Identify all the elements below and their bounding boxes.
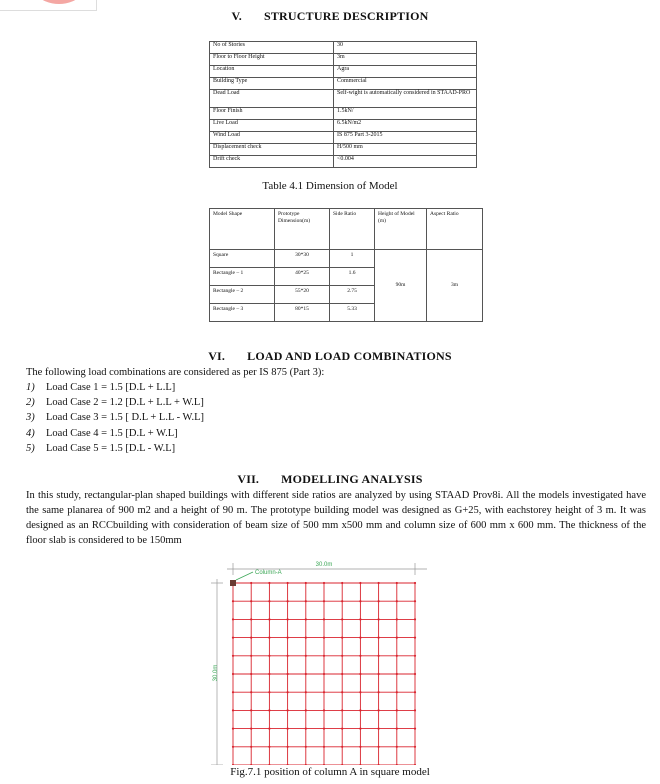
grid-node <box>414 618 416 620</box>
table-cell: 40*25 <box>275 268 330 286</box>
grid-node <box>341 637 343 639</box>
table-row <box>210 132 477 144</box>
grid-node <box>232 691 234 693</box>
table-cell: Location <box>210 66 334 78</box>
grid-node <box>305 637 307 639</box>
structure-table <box>209 41 477 168</box>
grid-node <box>250 618 252 620</box>
grid-node <box>287 673 289 675</box>
grid-node <box>232 673 234 675</box>
table-cell: 1 <box>330 250 375 268</box>
grid-node <box>250 691 252 693</box>
grid-node <box>414 746 416 748</box>
grid-node <box>268 673 270 675</box>
header-cell: Aspect Ratio <box>427 209 483 250</box>
grid-node <box>323 618 325 620</box>
table-cell: 80*15 <box>275 304 330 322</box>
header-cell: Height of Model (m) <box>375 209 427 250</box>
section-title: MODELLING ANALYSIS <box>281 472 423 486</box>
grid-node <box>378 709 380 711</box>
grid-node <box>268 764 270 765</box>
grid-node <box>414 582 416 584</box>
section-heading-vi <box>0 349 660 364</box>
grid-node <box>378 764 380 765</box>
load-intro: The following load combinations are considered as per IS 875 (Part 3): <box>26 367 325 378</box>
grid-node <box>305 746 307 748</box>
grid-node <box>287 746 289 748</box>
table-cell: Displacement check <box>210 144 334 156</box>
grid-node <box>268 655 270 657</box>
grid-node <box>378 618 380 620</box>
table-cell: Commercial <box>334 78 477 90</box>
grid-node <box>232 709 234 711</box>
grid-node <box>341 582 343 584</box>
grid-node <box>378 691 380 693</box>
table-cell: IS 875 Part 3-2015 <box>334 132 477 144</box>
modelling-paragraph: In this study, rectangular-plan shaped buildings with different side ratios are analyzed by using STAAD Prov8i. All the models investigated have the same planarea of 900 m2 and a height of 90 m. The prototype building model was designed as G+25, with eachstorey height of 3 m. It was designed as an RCCbuilding with consideration of beam size of 500 mm x500 mm and column size of 600 mm x 600 mm. The thickness of the floor slab is considered to be 150mm <box>26 490 646 546</box>
section-number: V. <box>231 9 242 23</box>
grid-node <box>305 673 307 675</box>
table-cell: H/500 mm <box>334 144 477 156</box>
grid-node <box>323 655 325 657</box>
grid-node <box>396 637 398 639</box>
table1-caption: Table 4.1 Dimension of Model <box>262 180 398 192</box>
table-cell: Live Load <box>210 120 334 132</box>
table-cell: Agra <box>334 66 477 78</box>
column-a-marker <box>230 580 236 586</box>
grid-node <box>378 637 380 639</box>
list-item: 4) Load Case 4 = 1.5 [D.L + W.L] <box>26 427 178 439</box>
table-row <box>210 78 477 90</box>
grid-node <box>287 600 289 602</box>
grid-node <box>250 655 252 657</box>
grid-node <box>287 691 289 693</box>
list-item: 1) Load Case 1 = 1.5 [D.L + L.L] <box>26 382 176 393</box>
grid-node <box>323 764 325 765</box>
grid-plan-svg <box>205 555 435 765</box>
grid-node <box>396 691 398 693</box>
section-number: VI. <box>208 349 226 363</box>
grid-node <box>359 691 361 693</box>
grid-node <box>287 728 289 730</box>
grid-node <box>250 637 252 639</box>
grid-node <box>396 709 398 711</box>
grid-node <box>250 746 252 748</box>
grid-node <box>341 673 343 675</box>
model-dimension-table <box>209 208 483 322</box>
grid-node <box>341 728 343 730</box>
grid-node <box>232 764 234 765</box>
table-cell: 3m <box>334 54 477 66</box>
table-cell: 55*20 <box>275 286 330 304</box>
grid-node <box>305 691 307 693</box>
grid-node <box>378 582 380 584</box>
grid-node <box>268 582 270 584</box>
table-cell: Rectangle – 3 <box>210 304 275 322</box>
header-cell: Model Shape <box>210 209 275 250</box>
grid-node <box>305 728 307 730</box>
grid-node <box>305 764 307 765</box>
grid-node <box>359 746 361 748</box>
grid-node <box>359 673 361 675</box>
grid-node <box>268 691 270 693</box>
grid-node <box>323 746 325 748</box>
header-cell: Prototype Dimension(m) <box>275 209 330 250</box>
grid-node <box>378 600 380 602</box>
list-item: 2) Load Case 2 = 1.2 [D.L + L.L + W.L] <box>26 397 204 409</box>
list-item: 5) Load Case 5 = 1.5 [D.L - W.L] <box>26 442 176 454</box>
grid-node <box>232 637 234 639</box>
table-cell: 1.6 <box>330 268 375 286</box>
grid-node <box>359 582 361 584</box>
aspect-cell: 3m <box>427 250 483 322</box>
table-cell: 5.33 <box>330 304 375 322</box>
table-header-row <box>210 209 483 250</box>
table-cell: 30*30 <box>275 250 330 268</box>
grid-node <box>287 764 289 765</box>
grid-node <box>323 673 325 675</box>
grid-node <box>414 764 416 765</box>
grid-node <box>250 709 252 711</box>
section-number: VII. <box>237 472 260 486</box>
grid-node <box>414 728 416 730</box>
table-row <box>210 108 477 120</box>
grid-node <box>232 728 234 730</box>
table-row <box>210 156 477 168</box>
table-cell: 1.5kN/ <box>334 108 477 120</box>
list-item: 3) Load Case 3 = 1.5 [ D.L + L.L - W.L] <box>26 412 205 424</box>
table-cell: Floor to Floor Height <box>210 54 334 66</box>
grid-node <box>305 655 307 657</box>
column-a-leader <box>236 572 253 580</box>
grid-node <box>359 655 361 657</box>
table-cell: 2.75 <box>330 286 375 304</box>
grid-node <box>287 709 289 711</box>
side-dimension-label: 30.0m <box>213 664 219 682</box>
grid-node <box>359 728 361 730</box>
figure-caption: Fig.7.1 position of column A in square model <box>230 766 430 778</box>
grid-node <box>268 746 270 748</box>
grid-node <box>396 655 398 657</box>
table-cell: 6.5kN/m2 <box>334 120 477 132</box>
grid-node <box>268 637 270 639</box>
grid-node <box>268 618 270 620</box>
column-a-label: Column-A <box>255 570 282 576</box>
table-cell: Square <box>210 250 275 268</box>
table-cell: Wind Load <box>210 132 334 144</box>
grid-node <box>323 691 325 693</box>
grid-node <box>378 728 380 730</box>
grid-node <box>359 618 361 620</box>
height-cell: 90m <box>375 250 427 322</box>
grid-node <box>250 582 252 584</box>
table-cell: Rectangle – 1 <box>210 268 275 286</box>
table-row <box>210 144 477 156</box>
grid-node <box>359 600 361 602</box>
grid-node <box>305 582 307 584</box>
grid-node <box>378 746 380 748</box>
grid-node <box>250 764 252 765</box>
grid-node <box>268 709 270 711</box>
grid-node <box>378 673 380 675</box>
grid-node <box>341 764 343 765</box>
table-cell: Building Type <box>210 78 334 90</box>
dimension-lines <box>211 563 427 765</box>
grid-node <box>341 600 343 602</box>
section-title: STRUCTURE DESCRIPTION <box>263 9 429 23</box>
grid-node <box>232 618 234 620</box>
grid-node <box>414 637 416 639</box>
header-cell: Side Ratio <box>330 209 375 250</box>
grid-node <box>396 764 398 765</box>
column-position-figure <box>205 555 435 765</box>
section-title: LOAD AND LOAD COMBINATIONS <box>247 349 452 363</box>
table-cell: No of Stories <box>210 42 334 54</box>
grid-node <box>341 691 343 693</box>
grid-node <box>414 691 416 693</box>
grid-node <box>341 655 343 657</box>
grid-node <box>305 618 307 620</box>
grid-node <box>341 709 343 711</box>
top-dimension-label: 30.0m <box>315 562 333 568</box>
grid-node <box>323 600 325 602</box>
grid-node <box>359 637 361 639</box>
section-heading-v <box>0 9 660 24</box>
table-row <box>210 66 477 78</box>
table-row <box>210 42 477 54</box>
grid-node <box>287 637 289 639</box>
table-row <box>210 120 477 132</box>
grid-node <box>414 709 416 711</box>
table-row <box>210 90 477 108</box>
grid-node <box>341 746 343 748</box>
grid-node <box>268 600 270 602</box>
table-cell: <0.004 <box>334 156 477 168</box>
grid-node <box>232 600 234 602</box>
grid-node <box>268 728 270 730</box>
section-heading-vii <box>0 472 660 487</box>
grid-node <box>250 728 252 730</box>
grid-node <box>305 600 307 602</box>
grid-node <box>323 728 325 730</box>
grid-lines <box>232 582 416 765</box>
grid-node <box>250 600 252 602</box>
grid-node <box>323 582 325 584</box>
table-cell: 30 <box>334 42 477 54</box>
table-cell: Self-wight is automatically considered in STAAD-PRO <box>334 90 477 108</box>
grid-node <box>396 600 398 602</box>
table-cell: Rectangle – 2 <box>210 286 275 304</box>
load-case-list <box>26 380 204 456</box>
grid-node <box>232 746 234 748</box>
grid-node <box>341 618 343 620</box>
grid-node <box>396 582 398 584</box>
table-cell: Dead Load <box>210 90 334 108</box>
grid-node <box>287 655 289 657</box>
grid-node <box>287 582 289 584</box>
grid-node <box>359 764 361 765</box>
grid-node <box>414 673 416 675</box>
grid-node <box>359 709 361 711</box>
grid-node <box>414 600 416 602</box>
table-cell: Drift check <box>210 156 334 168</box>
grid-node <box>232 655 234 657</box>
table-row <box>210 54 477 66</box>
grid-node <box>323 637 325 639</box>
grid-node <box>378 655 380 657</box>
table-row <box>210 250 483 268</box>
grid-node <box>305 709 307 711</box>
grid-node <box>396 728 398 730</box>
grid-node <box>414 655 416 657</box>
grid-node <box>396 746 398 748</box>
table-cell: Floor Finish <box>210 108 334 120</box>
grid-node <box>250 673 252 675</box>
grid-node <box>396 618 398 620</box>
grid-node <box>396 673 398 675</box>
grid-node <box>323 709 325 711</box>
grid-node <box>287 618 289 620</box>
